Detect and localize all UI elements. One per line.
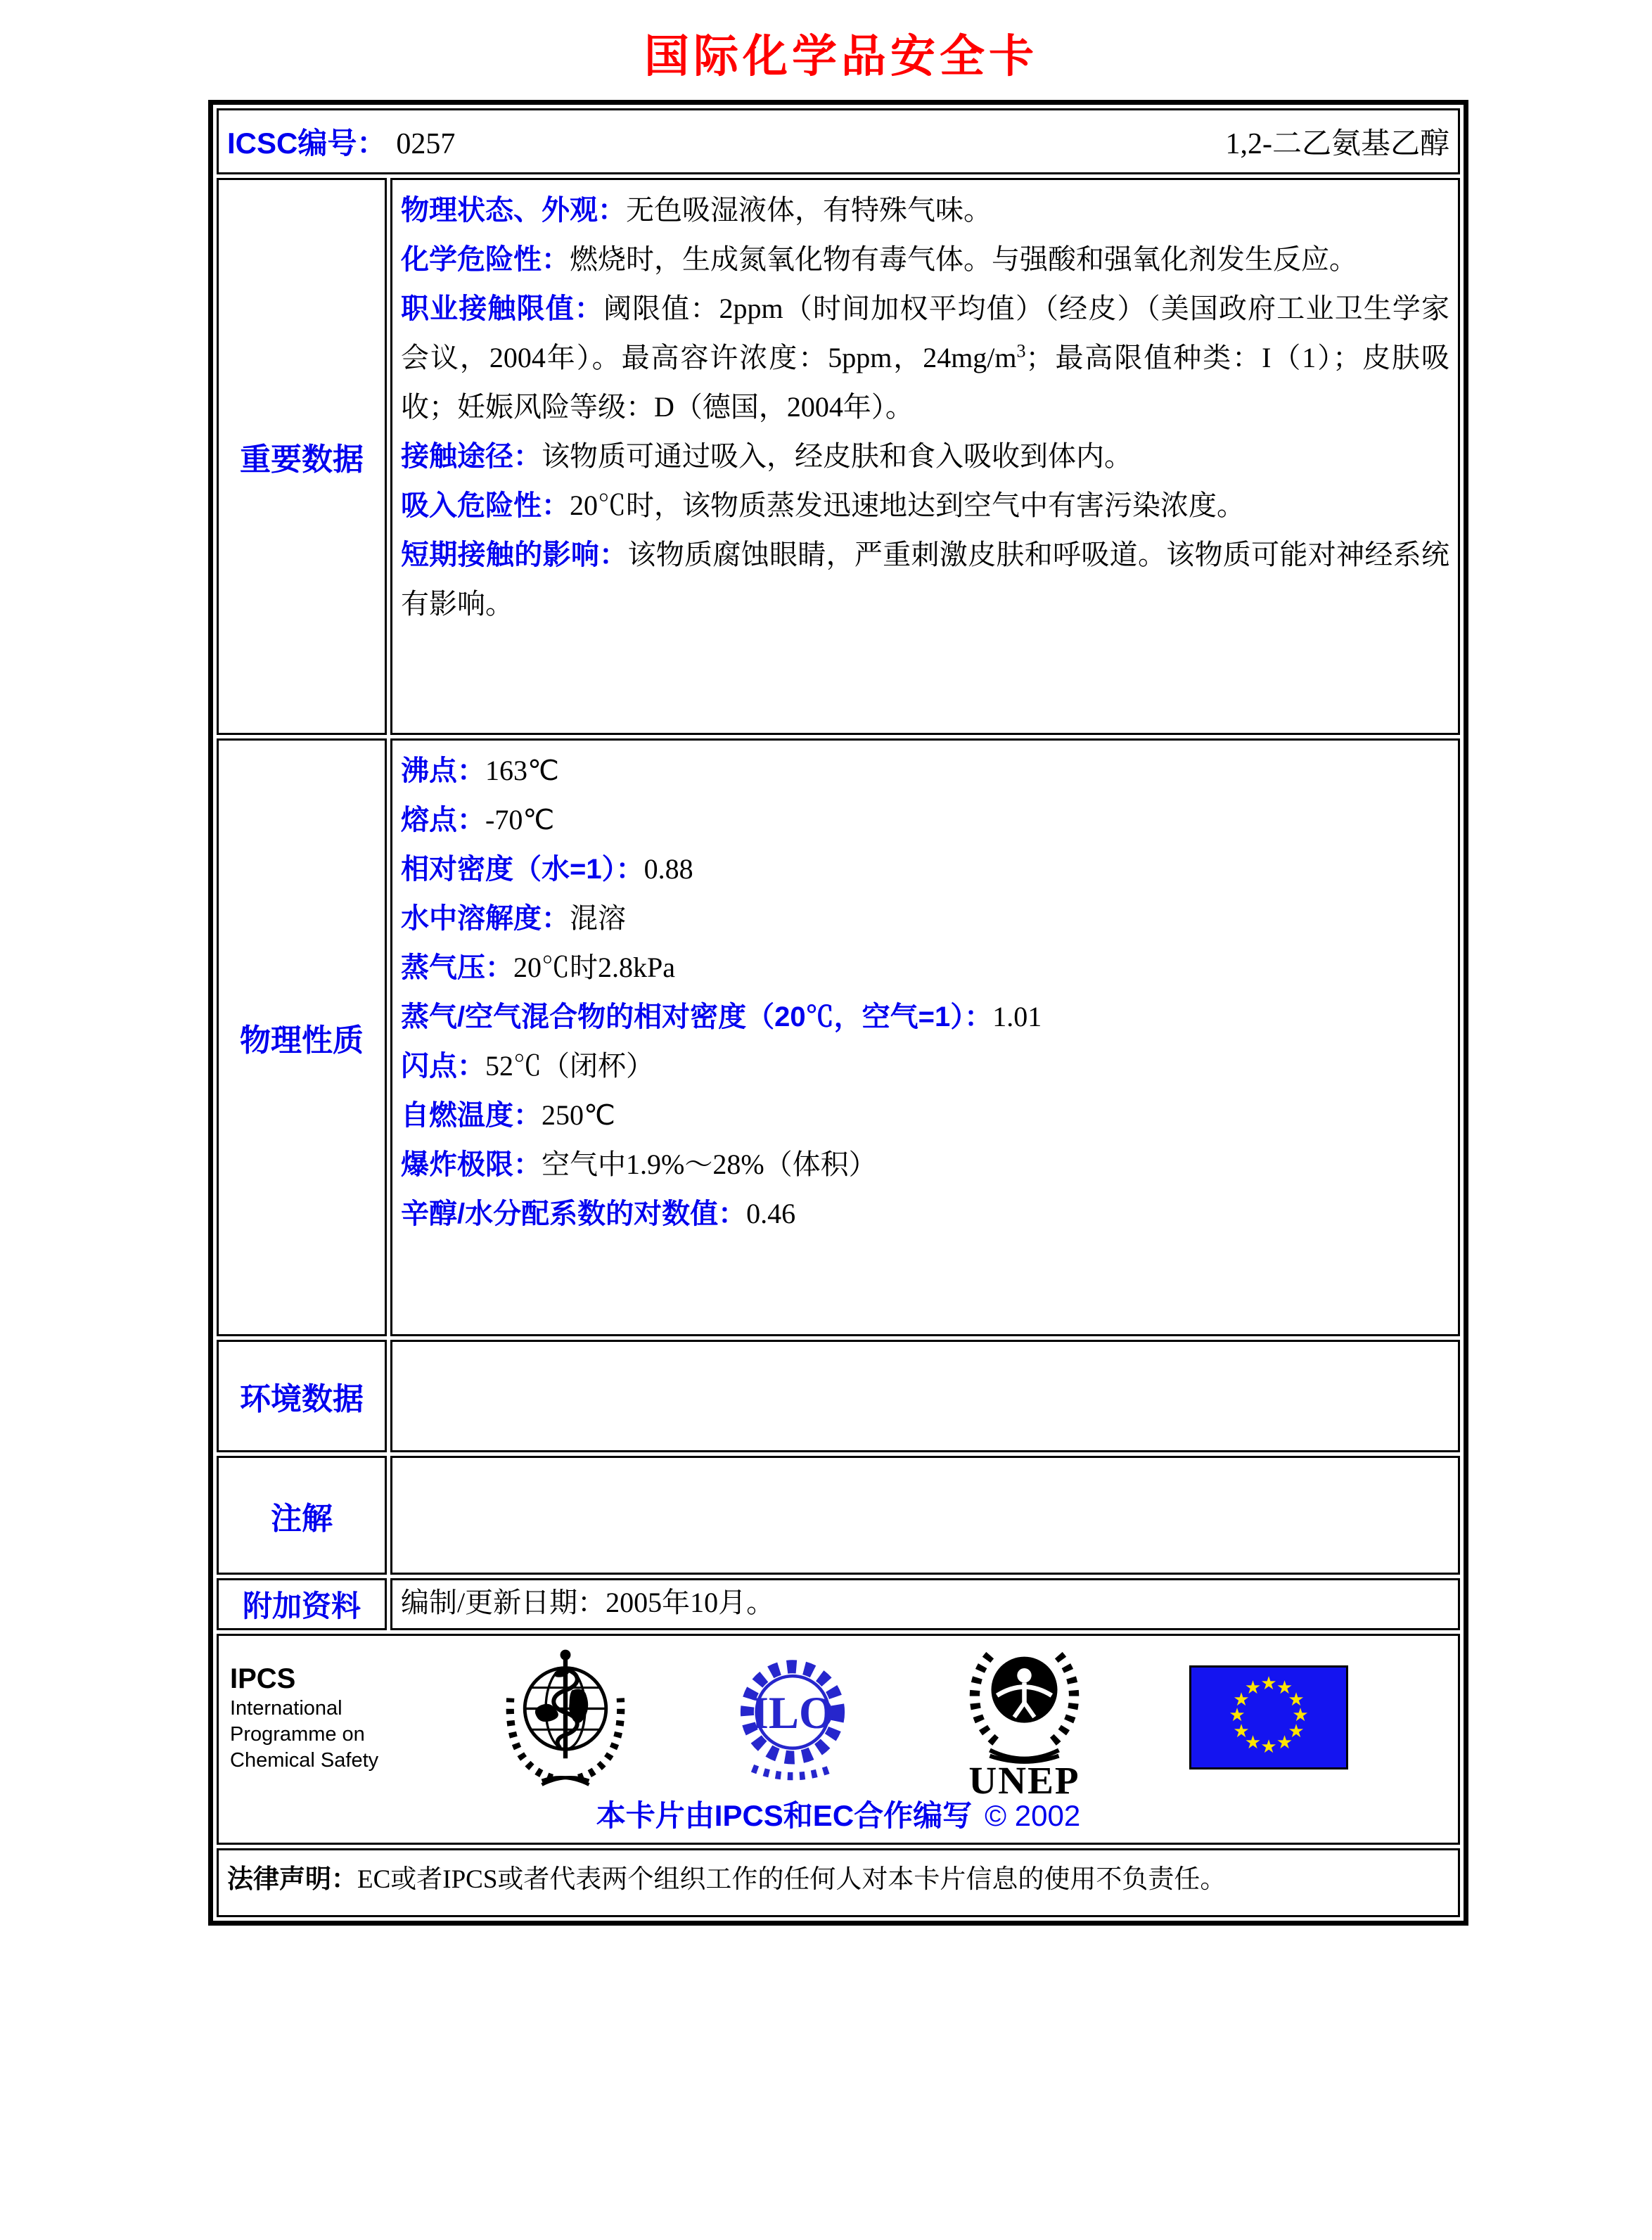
eu-star-icon: ★	[1288, 1689, 1305, 1710]
logos-cell	[217, 1634, 1460, 1845]
eu-star-icon: ★	[1288, 1720, 1305, 1742]
unep-logo-label: UNEP	[968, 1758, 1080, 1800]
section-label-physical-properties: 物理性质	[217, 738, 387, 1336]
property-line: 水中溶解度：混溶	[401, 902, 626, 934]
page-title: 国际化学品安全卡	[644, 31, 1038, 82]
important-data-row	[217, 178, 1460, 735]
eu-star-icon: ★	[1233, 1689, 1250, 1710]
who-logo-icon	[499, 1646, 632, 1790]
section-label-notes: 注解	[217, 1456, 387, 1575]
header-row	[217, 108, 1460, 174]
additional-info-content	[390, 1578, 1460, 1630]
ilo-logo-icon	[726, 1651, 859, 1784]
legal-text: EC或者IPCS或者代表两个组织工作的任何人对本卡片信息的使用不负责任。	[357, 1865, 1227, 1894]
eu-star-icon: ★	[1229, 1705, 1246, 1726]
legal-row	[217, 1848, 1460, 1917]
eu-star-icon: ★	[1244, 1677, 1262, 1699]
eu-star-icon: ★	[1276, 1677, 1293, 1699]
property-line: 物理状态、外观：无色吸湿液体，有特殊气味。	[401, 194, 992, 226]
logos-row	[217, 1634, 1460, 1845]
property-line: 相对密度（水=1）：0.88	[401, 853, 693, 885]
property-line: 蒸气压：20℃时2.8kPa	[401, 952, 675, 983]
legal-cell	[217, 1848, 1460, 1917]
icsc-number-value: 0257	[396, 128, 456, 160]
chemical-name: 1,2-二乙氨基乙醇	[1225, 128, 1449, 160]
notes-content	[390, 1456, 1460, 1575]
eu-star-icon: ★	[1276, 1732, 1293, 1753]
property-line: 吸入危险性：20℃时，该物质蒸发迅速地达到空气中有害污染浓度。	[401, 489, 1245, 521]
ipcs-line-3: Chemical Safety	[230, 1748, 379, 1772]
eu-star-icon: ★	[1244, 1732, 1262, 1753]
environment-data-row	[217, 1340, 1460, 1452]
property-line: 沸点：163℃	[401, 755, 559, 786]
eu-star-icon: ★	[1292, 1705, 1309, 1726]
physical-properties-content	[390, 738, 1460, 1336]
property-line: 闪点：52℃（闭杯）	[401, 1050, 654, 1082]
property-line: 短期接触的影响：该物质腐蚀眼睛，严重刺激皮肤和呼吸道。该物质可能对神经系统有影响。	[401, 539, 1450, 620]
eu-flag	[1189, 1665, 1348, 1769]
ipcs-line-1: International	[230, 1696, 342, 1720]
icsc-number-group	[227, 120, 455, 162]
section-label-important-data: 重要数据	[217, 178, 387, 735]
property-line: 辛醇/水分配系数的对数值：0.46	[401, 1198, 796, 1229]
notes-row	[217, 1456, 1460, 1575]
environment-data-content	[390, 1340, 1460, 1452]
additional-info-row	[217, 1578, 1460, 1630]
important-data-content	[390, 178, 1460, 735]
property-line: 职业接触限值：阈限值：2ppm（时间加权平均值）（经皮）（美国政府工业卫生学家会议，2004年）。最高容许浓度：5ppm，$24mg/m^3$；最高限值种类：I（1）；皮肤吸收；妊娠风险等级：D（德国，2004年）。	[401, 293, 1450, 423]
ipcs-abbr: IPCS	[230, 1663, 296, 1694]
property-line: 爆炸极限：空气中1.9%～28%（体积）	[401, 1148, 877, 1180]
unep-logo-icon	[952, 1635, 1096, 1800]
credit-line	[230, 1796, 1447, 1836]
eu-star-icon: ★	[1260, 1673, 1277, 1694]
icsc-number-label: ICSC编号：	[227, 127, 387, 160]
physical-properties-row	[217, 738, 1460, 1336]
icsc-table	[208, 100, 1468, 1926]
property-line: 自燃温度：250℃	[401, 1099, 615, 1131]
icsc-sheet	[208, 0, 1474, 1926]
property-line: 化学危险性：燃烧时，生成氮氧化物有毒气体。与强酸和强氧化剂发生反应。	[401, 243, 1357, 275]
section-label-additional-info: 附加资料	[217, 1578, 387, 1630]
ilo-logo-label: ILO	[750, 1687, 834, 1739]
property-line: 蒸气/空气混合物的相对密度（20℃，空气=1）：1.01	[401, 1001, 1042, 1032]
ipcs-line-2: Programme on	[230, 1722, 365, 1746]
property-line: 接触途径：该物质可通过吸入，经皮肤和食入吸收到体内。	[401, 440, 1132, 472]
copyright-text: © 2002	[985, 1799, 1081, 1832]
ipcs-text-block	[230, 1662, 406, 1774]
section-label-environment-data: 环境数据	[217, 1340, 387, 1452]
legal-label: 法律声明：	[227, 1864, 357, 1893]
update-date-text: 编制/更新日期：2005年10月。	[401, 1587, 775, 1618]
eu-star-icon: ★	[1233, 1720, 1250, 1742]
property-line: 熔点：-70℃	[401, 804, 555, 836]
credit-text: 本卡片由IPCS和EC合作编写	[596, 1799, 973, 1832]
header-cell	[217, 108, 1460, 174]
eu-star-icon: ★	[1260, 1736, 1277, 1758]
